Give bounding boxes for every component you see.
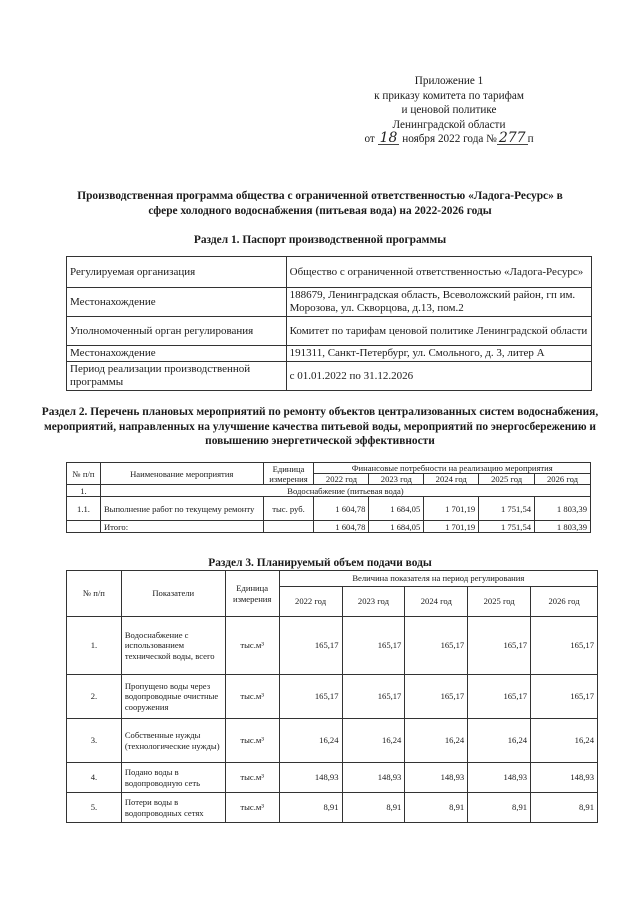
appendix-line-2: к приказу комитета по тарифам: [374, 89, 524, 102]
row-value: 165,17: [468, 617, 531, 675]
group-num: 1.: [67, 485, 101, 497]
header-unit: Единица измерения: [225, 571, 279, 617]
passport-label: Местонахождение: [67, 288, 287, 317]
row-value: 165,17: [342, 675, 405, 719]
row-unit: тыс.м³: [225, 719, 279, 763]
header-year: 2024 год: [424, 474, 479, 485]
appendix-header: [344, 74, 554, 147]
total-value: 1 751,54: [479, 521, 535, 533]
row-name: Подано воды в водопроводную сеть: [121, 763, 225, 793]
header-year: 2022 год: [279, 587, 342, 617]
row-value: 8,91: [468, 793, 531, 823]
header-year: 2023 год: [342, 587, 405, 617]
item-value: 1 803,39: [535, 497, 591, 521]
row-value: 148,93: [531, 763, 598, 793]
header-unit: Единица измерения: [263, 463, 314, 485]
order-suffix: п: [527, 133, 534, 146]
section2-title: Раздел 2. Перечень плановых мероприятий по ремонту объектов централизованных систем водоснабжения, мероприятий, направленных на улучшение качества питьевой воды, мероприятий по энергосбережению и повышению энергетической эффективности: [41, 406, 599, 448]
row-value: 16,24: [405, 719, 468, 763]
row-unit: тыс.м³: [225, 763, 279, 793]
row-num: 1.: [67, 617, 122, 675]
header-row: [67, 463, 591, 474]
row-value: 165,17: [405, 675, 468, 719]
measures-table: [66, 462, 591, 533]
row-value: 148,93: [468, 763, 531, 793]
row-value: 8,91: [342, 793, 405, 823]
total-value: 1 604,78: [314, 521, 369, 533]
appendix-line-1: Приложение 1: [414, 75, 484, 87]
date-rest: ноября 2022 года №: [402, 133, 497, 146]
total-row: [67, 521, 591, 533]
total-value: 1 803,39: [535, 521, 591, 533]
row-name: Пропущено воды через водопроводные очистные сооружения: [121, 675, 225, 719]
table-row: [67, 288, 592, 317]
header-num: № п/п: [67, 571, 122, 617]
handwritten-day: 18: [379, 130, 398, 147]
passport-label: Период реализации производственной программы: [67, 362, 287, 391]
item-name: Выполнение работ по текущему ремонту: [100, 497, 263, 521]
header-num: № п/п: [67, 463, 101, 485]
header-name: Наименование мероприятия: [100, 463, 263, 485]
section3-title: Раздел 3. Планируемый объем подачи воды: [208, 557, 432, 569]
appendix-line-3: и ценовой политике: [401, 104, 497, 117]
row-unit: тыс.м³: [225, 675, 279, 719]
header-name: Показатели: [121, 571, 225, 617]
row-num: 3.: [67, 719, 122, 763]
row-value: 148,93: [342, 763, 405, 793]
row-num: 5.: [67, 793, 122, 823]
row-value: 16,24: [279, 719, 342, 763]
date-prefix: от: [364, 133, 375, 146]
group-label: Водоснабжение (питьевая вода): [100, 485, 590, 497]
header-year: 2024 год: [405, 587, 468, 617]
passport-value: Общество с ограниченной ответственностью «Ладога-Ресурс»: [286, 257, 591, 288]
document-title: Производственная программа общества с ограниченной ответственностью «Ладога-Ресурс» в сфере холодного водоснабжения (питьевая вода) на 2022-2026 годы: [77, 190, 563, 217]
row-value: 8,91: [279, 793, 342, 823]
row-value: 165,17: [279, 675, 342, 719]
row-value: 165,17: [279, 617, 342, 675]
header-year: 2026 год: [535, 474, 591, 485]
table-row: [67, 497, 591, 521]
passport-label: Уполномоченный орган регулирования: [67, 317, 287, 346]
row-name: Потери воды в водопроводных сетях: [121, 793, 225, 823]
table-row: [67, 346, 592, 362]
total-label: Итого:: [100, 521, 263, 533]
item-value: 1 701,19: [424, 497, 479, 521]
row-unit: тыс.м³: [225, 793, 279, 823]
row-value: 148,93: [405, 763, 468, 793]
total-value: 1 701,19: [424, 521, 479, 533]
row-name: Собственные нужды (технологические нужды): [121, 719, 225, 763]
header-year: 2025 год: [479, 474, 535, 485]
water-volume-table: [66, 570, 598, 823]
header-row: [67, 571, 598, 587]
total-value: 1 684,05: [369, 521, 424, 533]
passport-label: Регулируемая организация: [67, 257, 287, 288]
section1-title: Раздел 1. Паспорт производственной программы: [193, 234, 447, 246]
row-value: 16,24: [468, 719, 531, 763]
row-value: 165,17: [468, 675, 531, 719]
row-name: Водоснабжение с использованием технической воды, всего: [121, 617, 225, 675]
table-row: [67, 617, 598, 675]
row-value: 8,91: [531, 793, 598, 823]
handwritten-order-number: 277: [498, 130, 526, 147]
table-row: [67, 362, 592, 391]
header-year: 2023 год: [369, 474, 424, 485]
passport-value: 188679, Ленинградская область, Всеволожский район, гп им. Морозова, ул. Скворцова, д.13, пом.2: [286, 288, 591, 317]
item-unit: тыс. руб.: [263, 497, 314, 521]
table-row: [67, 793, 598, 823]
table-row: [67, 719, 598, 763]
header-year: 2025 год: [468, 587, 531, 617]
row-unit: тыс.м³: [225, 617, 279, 675]
total-unit-cell: [263, 521, 314, 533]
row-value: 165,17: [405, 617, 468, 675]
group-row: [67, 485, 591, 497]
header-year: 2026 год: [531, 587, 598, 617]
passport-value: Комитет по тарифам ценовой политике Ленинградской области: [286, 317, 591, 346]
order-date-line: [344, 132, 554, 147]
passport-table: [66, 256, 592, 391]
row-value: 8,91: [405, 793, 468, 823]
total-num-cell: [67, 521, 101, 533]
table-row: [67, 763, 598, 793]
row-num: 4.: [67, 763, 122, 793]
row-value: 165,17: [531, 617, 598, 675]
row-value: 148,93: [279, 763, 342, 793]
item-value: 1 751,54: [479, 497, 535, 521]
header-group: Величина показателя на период регулирования: [279, 571, 597, 587]
row-num: 2.: [67, 675, 122, 719]
item-value: 1 684,05: [369, 497, 424, 521]
table-row: [67, 675, 598, 719]
row-value: 16,24: [342, 719, 405, 763]
header-year: 2022 год: [314, 474, 369, 485]
row-value: 165,17: [342, 617, 405, 675]
passport-value: 191311, Санкт-Петербург, ул. Смольного, д. 3, литер А: [286, 346, 591, 362]
row-value: 165,17: [531, 675, 598, 719]
passport-label: Местонахождение: [67, 346, 287, 362]
passport-value: с 01.01.2022 по 31.12.2026: [286, 362, 591, 391]
row-value: 16,24: [531, 719, 598, 763]
item-value: 1 604,78: [314, 497, 369, 521]
header-group: Финансовые потребности на реализацию мероприятия: [314, 463, 591, 474]
appendix-line-4: Ленинградской области: [392, 118, 506, 131]
table-row: [67, 317, 592, 346]
table-row: [67, 257, 592, 288]
item-num: 1.1.: [67, 497, 101, 521]
